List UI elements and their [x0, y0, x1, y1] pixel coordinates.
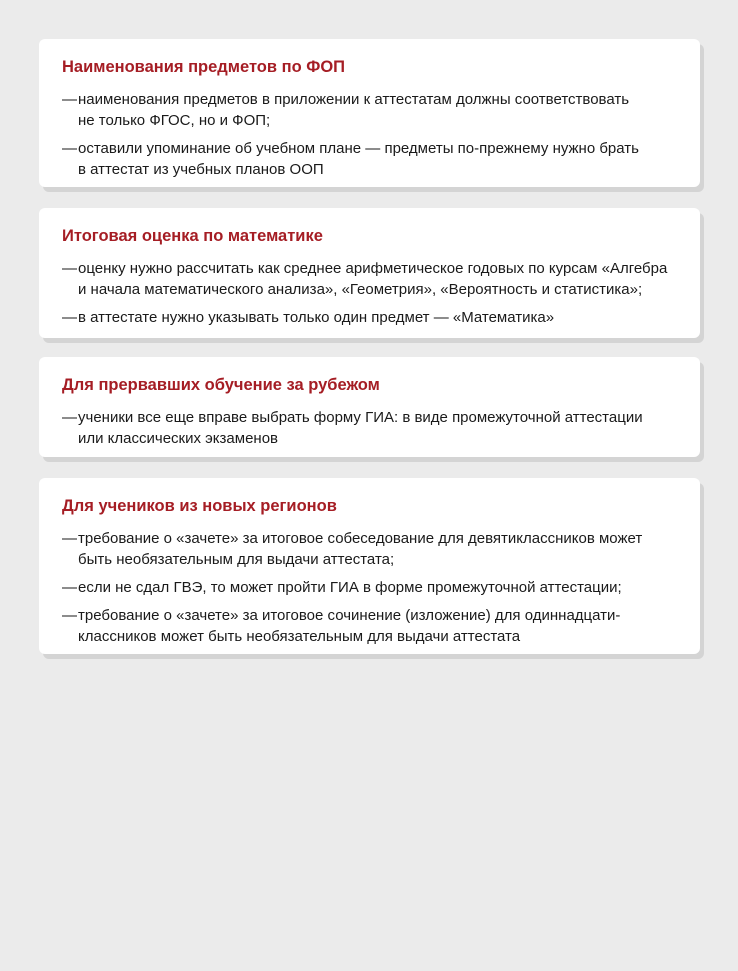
list-item-text: требование о «зачете» за итоговое сочинение (изложение) для одиннадцати- классников может быть необязательным для выдачи аттестата — [78, 607, 621, 645]
bullet-dash: — — [62, 530, 77, 547]
bullet-dash: — — [62, 309, 77, 326]
card-fop-subject-names — [39, 39, 700, 187]
card-title: Для учеников из новых регионов — [62, 497, 337, 515]
bullet-dash: — — [62, 91, 77, 108]
bullet-dash: — — [62, 140, 77, 157]
list-item — [62, 528, 676, 570]
list-item-text: оценку нужно рассчитать как среднее арифметическое годовых по курсам «Алгебра и начала математического анализа», «Геометрия», «Вероятность и статистика»; — [78, 260, 668, 298]
card-new-regions — [39, 478, 700, 654]
card-title: Наименования предметов по ФОП — [62, 58, 346, 76]
list-item — [62, 138, 676, 180]
card-title: Для прервавших обучение за рубежом — [62, 376, 380, 394]
list-item — [62, 307, 676, 328]
bullet-dash: — — [62, 260, 77, 277]
list-item — [62, 605, 676, 647]
list-item-text: ученики все еще вправе выбрать форму ГИА: в виде промежуточной аттестации или классических экзаменов — [78, 409, 643, 447]
card-math-final-grade — [39, 208, 700, 338]
list-item — [62, 407, 676, 449]
list-item-text: в аттестате нужно указывать только один предмет — «Математика» — [78, 309, 555, 326]
bullet-dash: — — [62, 409, 77, 426]
list-item-text: если не сдал ГВЭ, то может пройти ГИА в форме промежуточной аттестации; — [78, 579, 622, 596]
card-title: Итоговая оценка по математике — [62, 227, 323, 245]
list-item-text: оставили упоминание об учебном плане — предметы по-прежнему нужно брать в аттестат из учебных планов ООП — [78, 140, 639, 178]
list-item — [62, 89, 676, 131]
bullet-dash: — — [62, 607, 77, 624]
list-item-text: требование о «зачете» за итоговое собеседование для девятиклассников может быть необязательным для выдачи аттестата; — [78, 530, 643, 568]
list-item — [62, 258, 676, 300]
bullet-dash: — — [62, 579, 77, 596]
list-item — [62, 577, 676, 598]
card-studied-abroad — [39, 357, 700, 457]
list-item-text: наименования предметов в приложении к аттестатам должны соответствовать не только ФГОС, но и ФОП; — [78, 91, 630, 129]
